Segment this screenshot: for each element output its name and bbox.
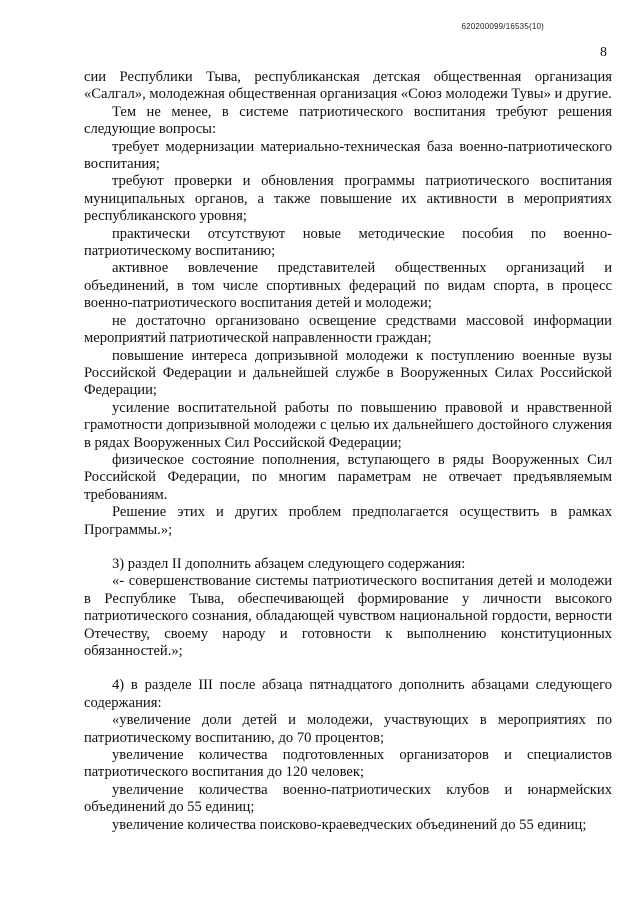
document-body [84,69,612,834]
list-item: активное вовлечение представителей общественных организаций и объединений, в том числе спортивных федераций по видам спорта, в процесс военно-патриотического воспитания детей и молодежи; [84,260,612,312]
list-item: физическое состояние пополнения, вступающего в ряды Вооруженных Сил Российской Федерации, по многим параметрам не отвечает предъявляемым требованиям. [84,451,612,503]
list-item: требует модернизации материально-техническая база военно-патриотического воспитания; [84,138,612,173]
document-id: 620200099/16535(10) [461,22,544,31]
list-item: повышение интереса допризывной молодежи к поступлению военные вузы Российской Федерации и дальнейшей службе в Вооруженных Силах Российской Федерации; [84,347,612,399]
paragraph: Решение этих и других проблем предполагается осуществить в рамках Программы.»; [84,504,612,538]
paragraph: 4) в разделе III после абзаца пятнадцатого дополнить абзацами следующего содержания: [84,677,612,711]
spacer [84,660,612,677]
list-item: увеличение количества военно-патриотических клубов и юнармейских объединений до 55 единиц; [84,781,612,816]
list-item: увеличение количества подготовленных организаторов и специалистов патриотического воспитания до 120 человек; [84,747,612,781]
paragraph: 3) раздел II дополнить абзацем следующего содержания: [112,555,466,572]
spacer [84,539,612,556]
list-item: требуют проверки и обновления программы патриотического воспитания муниципальных органов, а также повышение их активности в мероприятиях республиканского уровня; [84,173,612,225]
paragraph: «- совершенствование системы патриотического воспитания детей и молодежи в Республике Тыва, обеспечивающей формирование у личности высокого патриотического сознания, обладающей чувством национальной гордости, верности Отечеству, своему народу и готовности к выполнению конституционных обязанностей.»; [84,573,612,659]
page-number: 8 [600,45,607,60]
list-item: усиление воспитательной работы по повышению правовой и нравственной грамотности допризывной молодежи с целью их дальнейшего достойного служения в рядах Вооруженных Сил Российской Федерации; [84,399,612,451]
paragraph: сии Республики Тыва, республиканская детская общественная организация «Салгал», молодежная общественная организация «Союз молодежи Тувы» и другие. [84,69,612,103]
list-item: не достаточно организовано освещение средствами массовой информации мероприятий патриотической направленности граждан; [84,312,612,347]
list-item: увеличение количества поисково-краеведческих объединений до 55 единиц; [112,816,587,833]
list-item: «увеличение доли детей и молодежи, участвующих в мероприятиях по патриотическому воспитанию, до 70 процентов; [84,712,612,746]
list-item: практически отсутствуют новые методические пособия по военно-патриотическому воспитанию; [84,225,612,260]
paragraph: Тем не менее, в системе патриотического воспитания требуют решения следующие вопросы: [84,103,612,138]
